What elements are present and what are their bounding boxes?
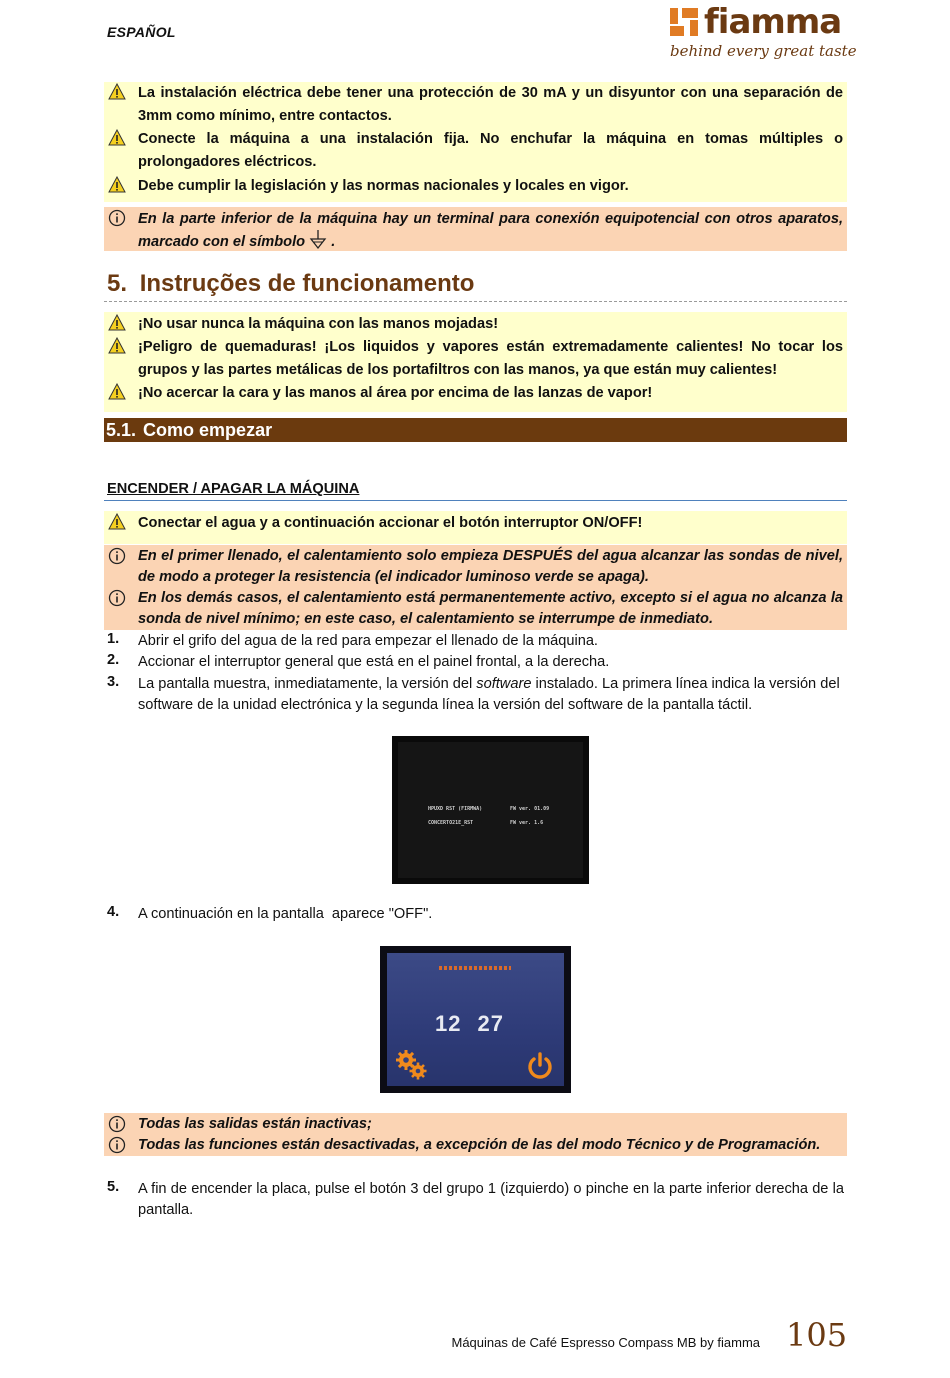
warning-text: ¡Peligro de quemaduras! ¡Los liquidos y vapores están extremadamente calientes! No tocar los grupos y las partes metálicas de los portafiltros con las manos, ya que están muy calientes!: [138, 339, 843, 378]
clock-hours: 12: [435, 1011, 462, 1036]
section-title: Instruções de funcionamento: [139, 270, 475, 297]
step-text: Abrir el grifo del agua de la red para empezar el llenado de la máquina.: [138, 633, 598, 649]
info-icon: [108, 209, 126, 227]
step-number: 1.: [107, 631, 120, 647]
firmware-screen-display: [398, 742, 583, 878]
info-text: En los demás casos, el calentamiento está permanentemente activo, excepto si el agua no alcanza la sonda de nivel mínimo; en este caso, el calentamiento se interrumpe de inmediato.: [138, 590, 843, 627]
subsection-number: 5.1.: [106, 420, 137, 440]
info-icon: [108, 1115, 126, 1133]
firmware-screen-photo: [392, 736, 589, 884]
warning-icon: [108, 337, 126, 355]
step-number: 3.: [107, 674, 120, 690]
step-text: Accionar el interruptor general que está en el painel frontal, a la derecha.: [138, 654, 610, 670]
footer-text: Máquinas de Café Espresso Compass MB by fiamma: [451, 1335, 760, 1350]
warning-icon: [108, 314, 126, 332]
info-icon: [108, 547, 126, 565]
logo-wordmark: fiamma: [704, 2, 842, 42]
info-icon: [108, 1136, 126, 1154]
info-text: [138, 208, 843, 253]
page-number: 105: [786, 1316, 848, 1354]
step-text: A continuación en la pantalla aparece "OFF".: [138, 906, 433, 922]
firmware-line1-right: FW ver. 01.09: [510, 806, 550, 812]
subsection-divider: [104, 500, 847, 501]
logo-mark-icon: [668, 6, 702, 40]
step-number: 2.: [107, 652, 120, 668]
info-block-top: [104, 207, 847, 251]
off-screen-photo: [380, 946, 571, 1093]
info-block-onoff: [104, 545, 847, 630]
warning-block-top: [104, 82, 847, 202]
warning-icon: [108, 129, 126, 147]
subsection-heading: ENCENDER / APAGAR LA MÁQUINA: [107, 481, 360, 497]
status-dots: [439, 966, 511, 970]
step-number: 5.: [107, 1179, 120, 1195]
info-text: En el primer llenado, el calentamiento solo empieza DESPUÉS del agua alcanzar las sondas de nivel, de modo a proteger la resistencia (el indicador luminoso verde se apaga).: [138, 548, 843, 585]
section-heading: [107, 270, 474, 298]
firmware-line2-left: CONCERTO21E_RST: [428, 820, 474, 826]
gears-icon[interactable]: [395, 1049, 429, 1081]
fiamma-logo: [668, 2, 857, 68]
section-number: 5.: [107, 270, 128, 297]
warning-text: ¡No acercar la cara y las manos al área por encima de las lanzas de vapor!: [138, 385, 653, 401]
firmware-line2-right: FW ver. 1.6: [510, 820, 544, 826]
info-text-body: En la parte inferior de la máquina hay un terminal para conexión equipotencial con otros aparatos, marcado con el símbolo: [138, 211, 843, 250]
off-screen-display: [387, 953, 564, 1086]
warning-icon: [108, 83, 126, 101]
step-text-part: La pantalla muestra, inmediatamente, la versión del: [138, 676, 477, 692]
language-label: ESPAÑOL: [107, 24, 176, 40]
warning-text: Debe cumplir la legislación y las normas nacionales y locales en vigor.: [138, 178, 629, 194]
equipotential-symbol-icon: [309, 230, 327, 250]
info-block-bottom: [104, 1113, 847, 1156]
info-icon: [108, 589, 126, 607]
warning-text: Conecte la máquina a una instalación fija. No enchufar la máquina en tomas múltiples o prolongadores eléctricos.: [138, 131, 843, 170]
warning-text: Conectar el agua y a continuación accionar el botón interruptor ON/OFF!: [138, 515, 643, 531]
step-text-part: instalado. La primera línea indica la versión del software de la unidad electrónica y la segunda línea la versión del software de la pantalla táctil.: [138, 676, 840, 713]
warning-icon: [108, 383, 126, 401]
warning-icon: [108, 513, 126, 531]
firmware-line1-left: HPUXD RST (FIRMWA): [428, 806, 483, 812]
power-icon[interactable]: [525, 1051, 555, 1081]
section-divider: [104, 301, 847, 302]
info-text: Todas las funciones están desactivadas, a excepción de las del modo Técnico y de Programación.: [138, 1137, 821, 1153]
warning-text: La instalación eléctrica debe tener una protección de 30 mA y un disyuntor con una separación de 3mm como mínimo, entre contactos.: [138, 85, 843, 124]
warning-text: ¡No usar nunca la máquina con las manos mojadas!: [138, 316, 499, 332]
logo-tagline: behind every great taste: [670, 42, 857, 60]
warning-block-onoff: [104, 511, 847, 544]
step-number: 4.: [107, 904, 120, 920]
warning-block-section5: [104, 312, 847, 412]
subsection-title: Como empezar: [143, 420, 273, 440]
step-text: A fin de encender la placa, pulse el botón 3 del grupo 1 (izquierdo) o pinche en la parte inferior derecha de la pantalla.: [138, 1181, 844, 1218]
info-text: Todas las salidas están inactivas;: [138, 1116, 372, 1132]
step-text: [138, 674, 844, 716]
clock-display: [435, 1011, 504, 1037]
subsection-bar: [104, 418, 847, 442]
step-text-emphasis: software: [476, 676, 532, 692]
info-text-suffix: .: [331, 234, 336, 250]
warning-icon: [108, 176, 126, 194]
clock-minutes: 27: [477, 1011, 504, 1036]
